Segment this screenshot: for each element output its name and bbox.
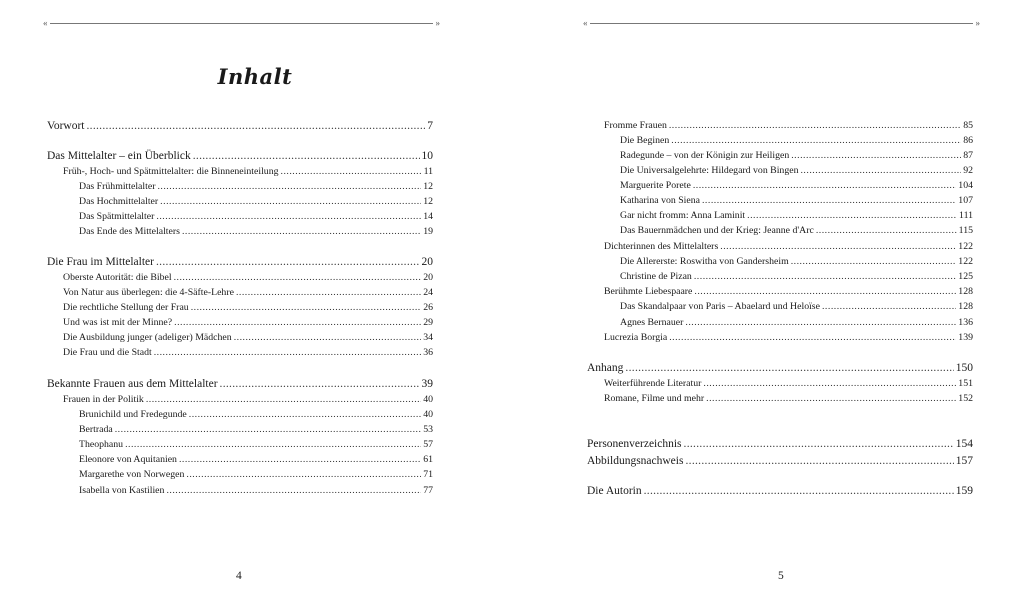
toc-leader-dots [157,181,421,192]
toc-entry-page: 122 [958,241,973,252]
toc-entry-label: Christine de Pizan [620,271,692,282]
toc-entry [620,180,973,191]
toc-entry-page: 87 [963,150,973,161]
toc-leader-dots [800,165,961,176]
toc-entry [63,287,433,298]
toc-leader-dots [684,438,954,450]
toc-entry [47,256,433,268]
toc-entry-page: 159 [955,485,973,497]
toc-entry-label: Und was ist mit der Minne? [63,317,173,328]
toc-leader-dots [179,454,421,465]
toc-entry-label: Fromme Frauen [604,120,667,131]
toc-entry-label: Weiterführende Literatur [604,378,702,389]
toc-entry [79,439,433,450]
toc-entry-label: Die Beginen [620,135,670,146]
toc-entry-page: 12 [423,196,433,207]
toc-entry [47,150,433,162]
toc-entry-label: Die Ausbildung junger (adeliger) Mädchen [63,332,232,343]
top-ornament-rule [590,23,973,24]
toc-entry-label: Eleonore von Aquitanien [79,454,177,465]
toc-entry-label: Agnes Bernauer [620,317,684,328]
toc-entry-page: 107 [958,195,973,206]
toc-entry [620,165,973,176]
toc-entry-label: Oberste Autorität: die Bibel [63,272,172,283]
top-ornament-rule [50,23,433,24]
toc-entry-page: 128 [958,286,973,297]
toc-entry-label: Radegunde – von der Königin zur Heiligen [620,150,790,161]
toc-entry-label: Das Frühmittelalter [79,181,156,192]
toc-entry-page: 77 [423,485,433,496]
toc-entry-page: 111 [959,210,973,221]
page-number: 4 [236,570,242,582]
toc-entry-label: Berühmte Liebespaare [604,286,693,297]
toc-entry-label: Abbildungsnachweis [587,455,684,467]
toc-entry [620,150,973,161]
toc-leader-dots [693,180,956,191]
toc-leader-dots [160,196,421,207]
toc-leader-dots [791,256,957,267]
toc-entry-label: Das Ende des Mittelalters [79,226,180,237]
toc-entry [47,120,433,132]
toc-entry-label: Margarethe von Norwegen [79,469,185,480]
toc-entry-page: 152 [958,393,973,404]
toc-entry-page: 20 [423,272,433,283]
toc-entry [79,181,433,192]
toc-entry-label: Isabella von Kastilien [79,485,165,496]
toc-entry-label: Die Frau im Mittelalter [47,256,154,268]
toc-leader-dots [685,455,953,467]
toc-entry [79,454,433,465]
toc-leader-dots [156,256,420,268]
toc-entry-page: 122 [958,256,973,267]
toc-leader-dots [644,485,954,497]
toc-entry [604,332,973,343]
toc-entry-label: Katharina von Siena [620,195,700,206]
toc-entry-page: 128 [958,301,973,312]
toc-leader-dots [86,120,425,132]
toc-entry-page: 71 [423,469,433,480]
toc-entry-label: Das Bauernmädchen und der Krieg: Jeanne d'Arc [620,225,814,236]
toc-entry [63,317,433,328]
toc-entry-page: 157 [955,455,973,467]
toc-entry-label: Von Natur aus überlegen: die 4-Säfte-Lehre [63,287,234,298]
toc-entry [79,409,433,420]
toc-entry-label: Früh-, Hoch- und Spätmittelalter: die Binneneinteilung [63,166,279,177]
toc-entry [587,438,973,450]
toc-entry-label: Die Allererste: Roswitha von Gandersheim [620,256,789,267]
toc-entry-label: Personenverzeichnis [587,438,682,450]
toc-leader-dots [720,241,956,252]
toc-entry [63,272,433,283]
toc-entry [620,210,973,221]
right-page [510,0,1020,612]
toc-entry [620,135,973,146]
toc-leader-dots [625,362,953,374]
toc-entry-page: 136 [958,317,973,328]
toc-entry [587,362,973,374]
toc-entry [79,469,433,480]
toc-entry [620,195,973,206]
toc-entry-page: 24 [423,287,433,298]
toc-entry [79,211,433,222]
toc-entry [79,226,433,237]
toc-entry-label: Dichterinnen des Mittelalters [604,241,719,252]
toc-leader-dots [747,210,957,221]
toc-entry-label: Die rechtliche Stellung der Frau [63,302,189,313]
toc-entry-page: 104 [958,180,973,191]
toc-entry [63,166,433,177]
toc-leader-dots [703,378,956,389]
toc-entry [620,256,973,267]
toc-entry [620,271,973,282]
toc-entry-page: 29 [423,317,433,328]
toc-entry-page: 85 [963,120,973,131]
toc-entry-label: Frauen in der Politik [63,394,144,405]
toc-entry [587,455,973,467]
toc-leader-dots [694,271,956,282]
toc-entry-page: 139 [958,332,973,343]
toc-entry-label: Bekannte Frauen aus dem Mittelalter [47,378,218,390]
toc-entry [63,332,433,343]
toc-entry-page: 11 [423,166,433,177]
toc-entry [604,120,973,131]
toc-entry-label: Brunichild und Fredegunde [79,409,187,420]
toc-entry-page: 53 [423,424,433,435]
toc-entry [587,485,973,497]
toc-entry-page: 26 [423,302,433,313]
toc-entry-page: 86 [963,135,973,146]
toc-entry-label: Das Skandalpaar von Paris – Abaelard und Heloïse [620,301,820,312]
toc-leader-dots [671,135,961,146]
toc-entry-label: Anhang [587,362,624,374]
toc-leader-dots [154,347,422,358]
toc-leader-dots [186,469,421,480]
toc-entry-page: 40 [423,409,433,420]
toc-entry [620,317,973,328]
toc-entry [604,286,973,297]
toc-leader-dots [281,166,422,177]
toc-leader-dots [816,225,957,236]
toc-entry [63,302,433,313]
toc-entry-label: Die Universalgelehrte: Hildegard von Bingen [620,165,799,176]
toc-entry-label: Die Frau und die Stadt [63,347,152,358]
toc-entry-label: Romane, Filme und mehr [604,393,705,404]
toc-entry [63,347,433,358]
toc-entry-page: 40 [423,394,433,405]
toc-entry-label: Vorwort [47,120,85,132]
page-title: Inhalt [217,64,293,89]
toc-entry-page: 57 [423,439,433,450]
toc-entry-page: 154 [955,438,973,450]
toc-entry [47,378,433,390]
toc-entry-page: 36 [423,347,433,358]
toc-entry-page: 7 [427,120,433,132]
toc-entry [63,394,433,405]
toc-entry [620,301,973,312]
toc-leader-dots [166,485,421,496]
page-number: 5 [778,570,784,582]
toc-entry-page: 125 [958,271,973,282]
toc-entry-label: Das Spätmittelalter [79,211,155,222]
toc-leader-dots [822,301,956,312]
toc-leader-dots [115,424,421,435]
toc-entry-page: 10 [421,150,433,162]
toc-leader-dots [706,393,956,404]
toc-leader-dots [234,332,422,343]
toc-entry-label: Das Mittelalter – ein Überblick [47,150,191,162]
toc-entry-label: Bertrada [79,424,113,435]
toc-leader-dots [189,409,421,420]
toc-leader-dots [669,120,961,131]
toc-entry [79,196,433,207]
toc-leader-dots [174,317,421,328]
toc-entry-page: 92 [963,165,973,176]
toc-entry [620,225,973,236]
toc-entry [79,424,433,435]
toc-entry-page: 115 [958,225,973,236]
toc-entry [604,241,973,252]
toc-leader-dots [236,287,421,298]
toc-entry-page: 151 [958,378,973,389]
toc-entry [79,485,433,496]
toc-leader-dots [191,302,422,313]
toc-leader-dots [174,272,422,283]
toc-entry-page: 34 [423,332,433,343]
toc-entry-label: Gar nicht fromm: Anna Laminit [620,210,746,221]
toc-entry-label: Lucrezia Borgia [604,332,668,343]
toc-leader-dots [694,286,956,297]
toc-leader-dots [220,378,420,390]
toc-leader-dots [685,317,956,328]
toc-entry-page: 12 [423,181,433,192]
toc-leader-dots [182,226,421,237]
toc-leader-dots [791,150,961,161]
toc-leader-dots [669,332,956,343]
toc-entry-label: Das Hochmittelalter [79,196,159,207]
toc-entry [604,393,973,404]
toc-entry-page: 150 [955,362,973,374]
toc-entry-page: 19 [423,226,433,237]
toc-entry [604,378,973,389]
toc-leader-dots [146,394,421,405]
toc-entry-page: 61 [423,454,433,465]
toc-entry-page: 20 [421,256,433,268]
toc-leader-dots [193,150,420,162]
toc-entry-label: Marguerite Porete [620,180,691,191]
toc-entry-label: Theophanu [79,439,124,450]
toc-entry-page: 14 [423,211,433,222]
toc-leader-dots [125,439,421,450]
toc-leader-dots [702,195,956,206]
toc-leader-dots [156,211,421,222]
toc-entry-page: 39 [421,378,433,390]
toc-entry-label: Die Autorin [587,485,642,497]
